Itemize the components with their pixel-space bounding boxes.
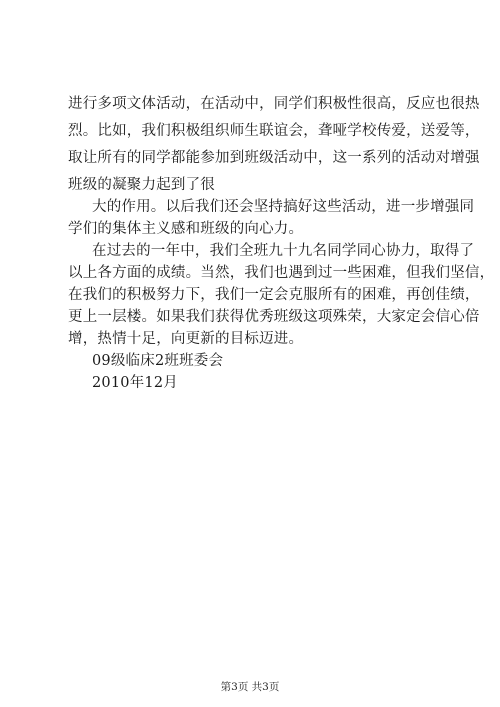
body-line: 取让所有的同学都能参加到班级活动中，这一系列的活动对增强 <box>68 150 480 166</box>
body-line: 在我们的积极努力下，我们一定会克服所有的困难，再创佳绩， <box>68 287 480 303</box>
body-line: 增，热情十足，向更新的目标迈进。 <box>68 331 304 347</box>
body-line: 进行多项文体活动，在活动中，同学们积极性很高，反应也很热 <box>68 96 480 112</box>
page-footer: 第3页 共3页 <box>220 681 280 693</box>
body-line: 在过去的一年中，我们全班九十九名同学同心协力，取得了 <box>92 243 475 259</box>
body-line: 更上一层楼。如果我们获得优秀班级这项殊荣，大家定会信心倍 <box>68 309 480 325</box>
body-line: 以上各方面的成绩。当然，我们也遇到过一些困难，但我们坚信， <box>68 265 495 281</box>
body-line: 大的作用。以后我们还会坚持搞好这些活动，进一步增强同 <box>92 199 475 215</box>
body-line: 班级的凝聚力起到了很 <box>68 177 215 193</box>
signature-date: 2010年12月 <box>92 375 178 391</box>
signature-committee: 09级临床2班班委会 <box>92 353 224 369</box>
body-line: 学们的集体主义感和班级的向心力。 <box>68 221 304 237</box>
body-line: 烈。比如，我们积极组织师生联谊会，聋哑学校传爱，送爱等， <box>68 123 480 139</box>
